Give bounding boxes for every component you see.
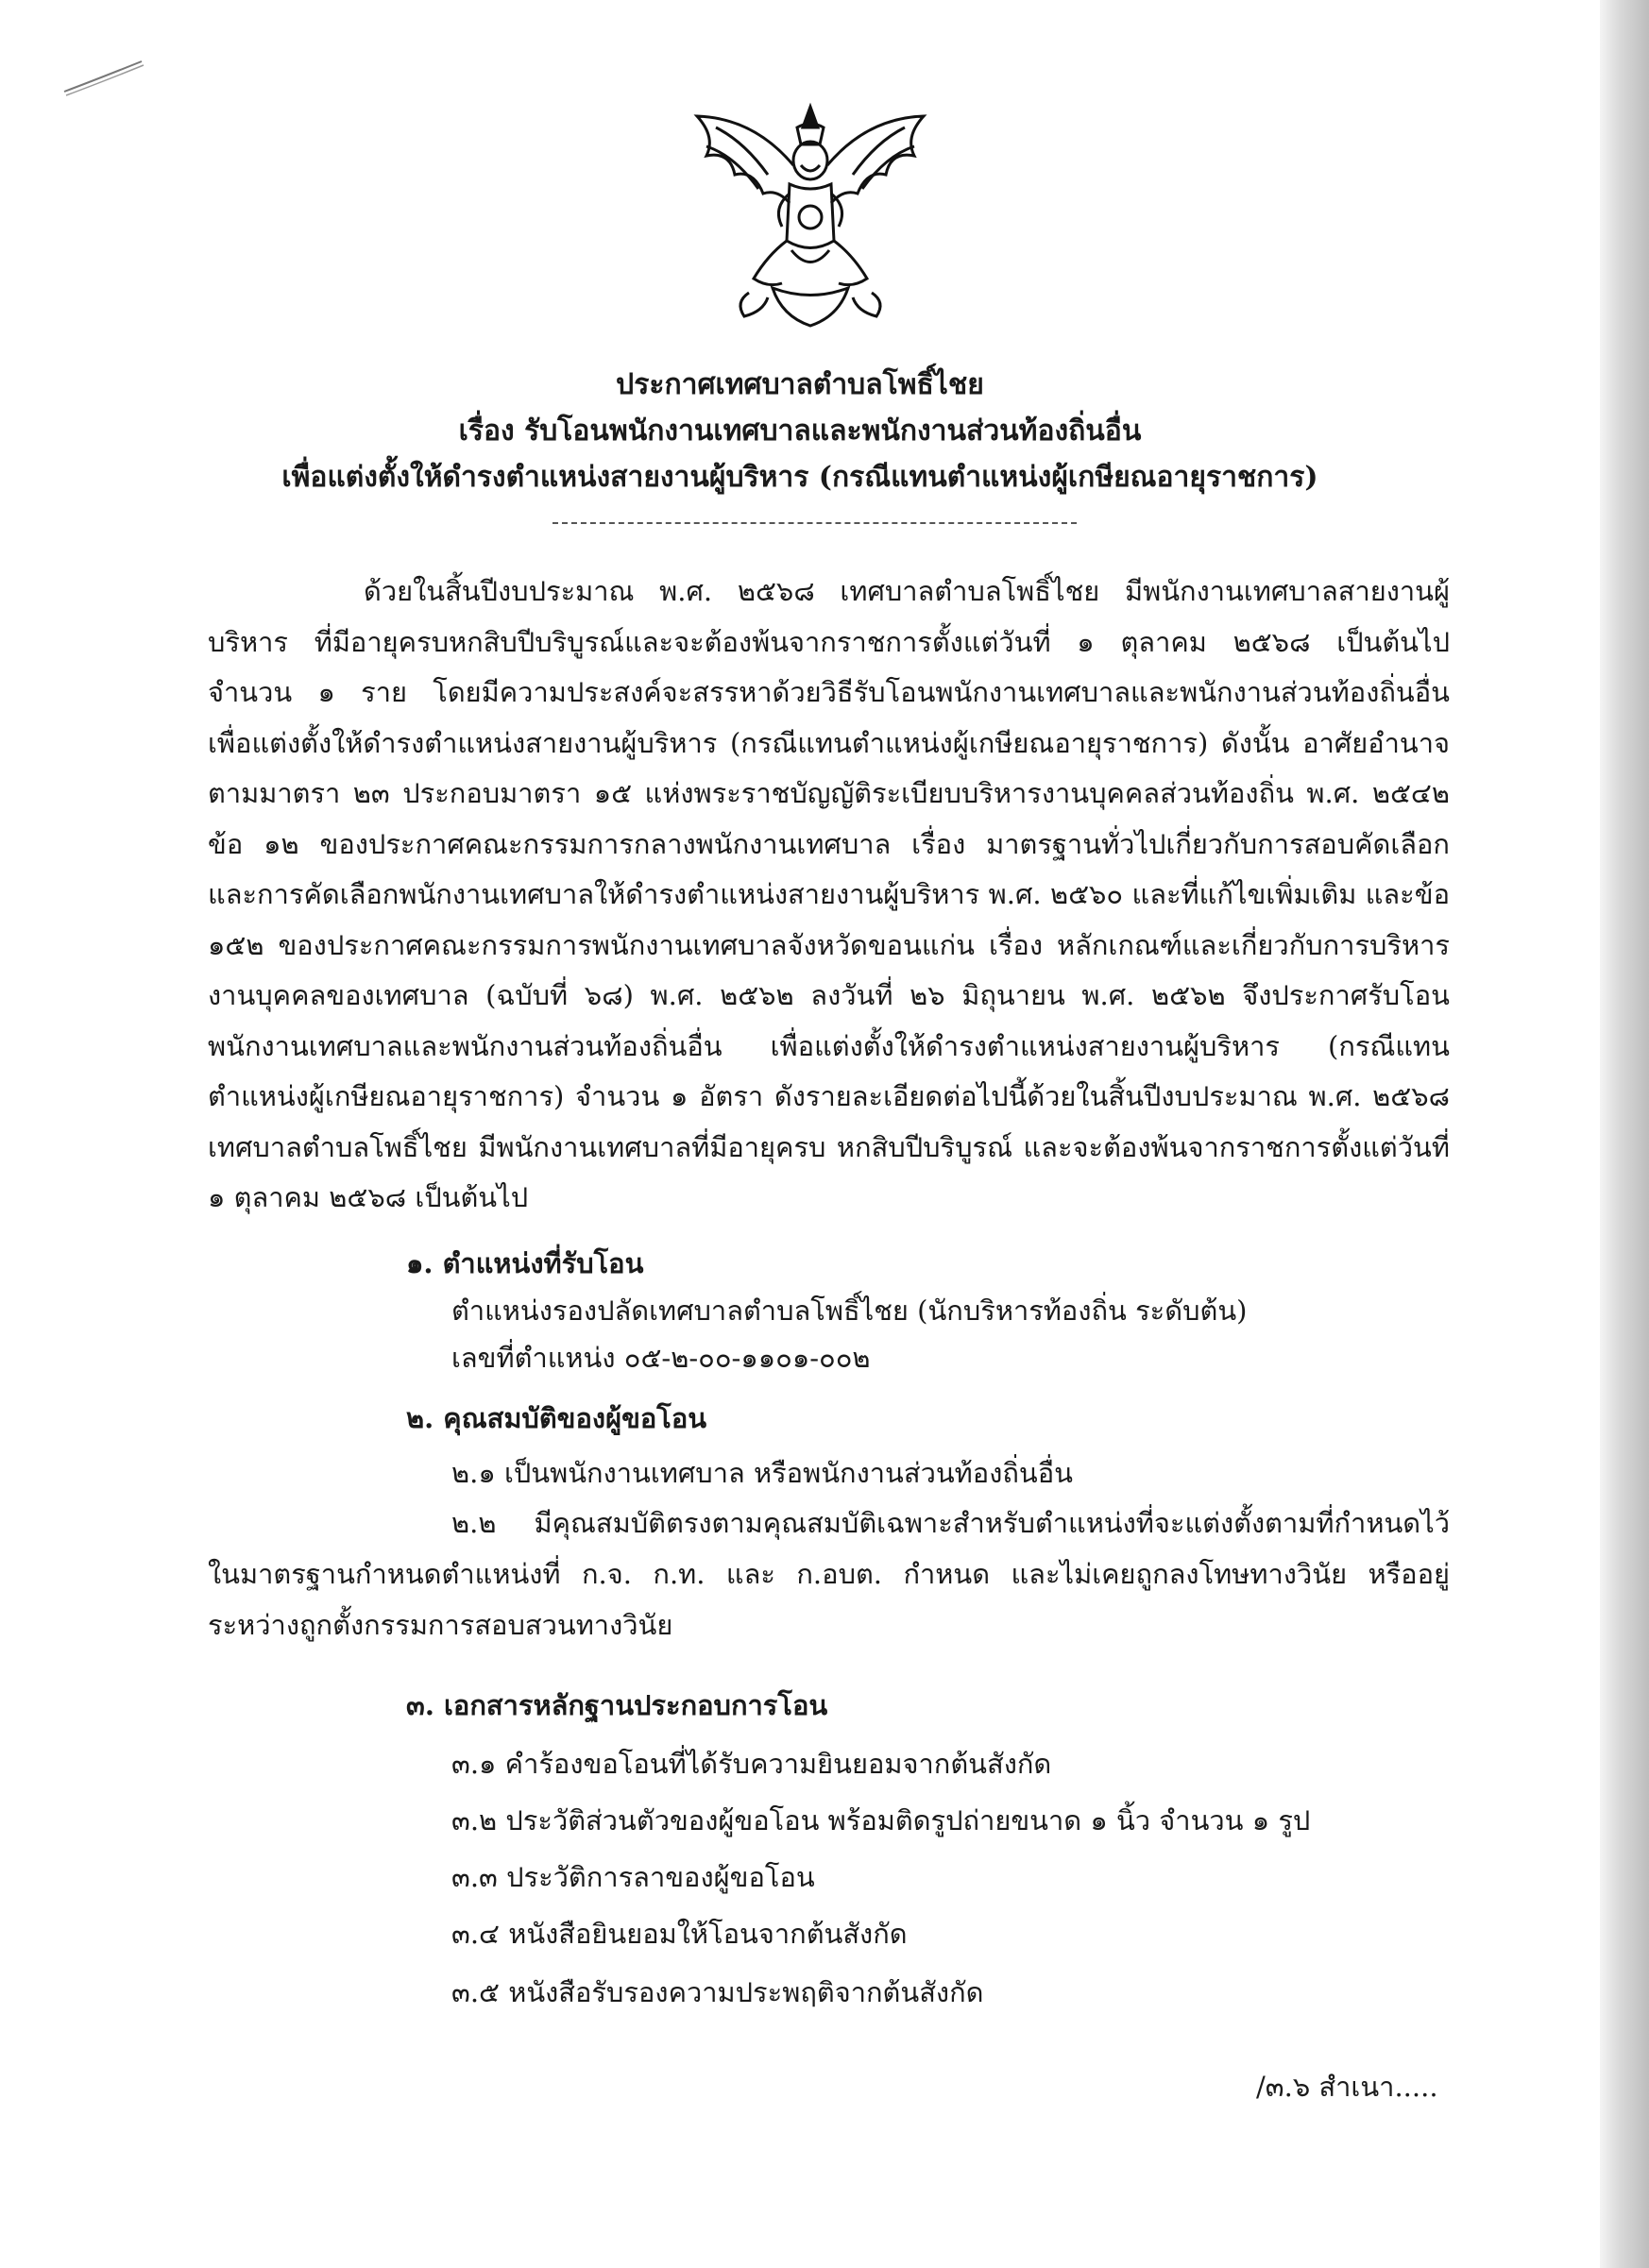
heading-divider — [552, 522, 1077, 524]
section3-item4: ๓.๔ หนังสือยินยอมให้โอนจากต้นสังกัด — [451, 1918, 908, 1950]
announcement-title: ประกาศเทศบาลตำบลโพธิ์ไชย — [616, 368, 984, 401]
announcement-purpose: เพื่อแต่งตั้งให้ดำรงตำแหน่งสายงานผู้บริหาร (กรณีแทนตำแหน่งผู้เกษียณอายุราชการ) — [281, 461, 1318, 494]
continuation-marker: /๓.๖ สำเนา..... — [1256, 2071, 1438, 2103]
section2-title: ๒. คุณสมบัติของผู้ขอโอน — [406, 1402, 707, 1434]
section1-position-number: เลขที่ตำแหน่ง ๐๕-๒-๐๐-๑๑๐๑-๐๐๒ — [451, 1342, 871, 1374]
section3-item5: ๓.๕ หนังสือรับรองความประพฤติจากต้นสังกัด — [451, 1976, 984, 2008]
section1-title: ๑. ตำแหน่งที่รับโอน — [406, 1247, 644, 1279]
section2-item1: ๒.๑ เป็นพนักงานเทศบาล หรือพนักงานส่วนท้องถิ่นอื่น — [451, 1457, 1073, 1489]
section3-item3: ๓.๓ ประวัติการลาของผู้ขอโอน — [451, 1861, 815, 1893]
section1-position: ตำแหน่งรองปลัดเทศบาลตำบลโพธิ์ไชย (นักบริหารท้องถิ่น ระดับต้น) — [451, 1295, 1248, 1327]
scan-edge — [1600, 0, 1649, 2268]
announcement-subject: เรื่อง รับโอนพนักงานเทศบาลและพนักงานส่วนท้องถิ่นอื่น — [458, 415, 1142, 448]
intro-paragraph: ด้วยในสิ้นปีงบประมาณ พ.ศ. ๒๕๖๘ เทศบาลตำบลโพธิ์ไชย มีพนักงานเทศบาลสายงานผู้บริหาร ที่มีอายุครบหกสิบปีบริบูรณ์และจะต้องพ้นจากราชการตั้งแต่วันที่ ๑ ตุลาคม ๒๕๖๘ เป็นต้นไป จำนวน ๑ ราย โดยมีความประสงค์จะสรรหาด้วยวิธีรับโอนพนักงานเทศบาลและพนักงานส่วนท้องถิ่นอื่น เพื่อแต่งตั้งให้ดำรงตำแหน่งสายงานผู้บริหาร (กรณีแทนตำแหน่งผู้เกษียณอายุราชการ) ดังนั้น อาศัยอำนาจตามมาตรา ๒๓ ประกอบมาตรา ๑๕ แห่งพระราชบัญญัติระเบียบบริหารงานบุคคลส่วนท้องถิ่น พ.ศ. ๒๕๔๒ ข้อ ๑๒ ของประกาศคณะกรรมการกลางพนักงานเทศบาล เรื่อง มาตรฐานทั่วไปเกี่ยวกับการสอบคัดเลือกและการคัดเลือกพนักงานเทศบาลให้ดำรงตำแหน่งสายงานผู้บริหาร พ.ศ. ๒๕๖๐ และที่แก้ไขเพิ่มเติม และข้อ ๑๕๒ ของประกาศคณะกรรมการพนักงานเทศบาลจังหวัดขอนแก่น เรื่อง หลักเกณฑ์และเกี่ยวกับการบริหารงานบุคคลของเทศบาล (ฉบับที่ ๖๘) พ.ศ. ๒๕๖๒ ลงวันที่ ๒๖ มิถุนายน พ.ศ. ๒๕๖๒ จึงประกาศรับโอนพนักงานเทศบาลและพนักงานส่วนท้องถิ่นอื่น เพื่อแต่งตั้งให้ดำรงตำแหน่งสายงานผู้บริหาร (กรณีแทนตำแหน่งผู้เกษียณอายุราชการ) จำนวน ๑ อัตรา ดังรายละเอียดต่อไปนี้ด้วยในสิ้นปีงบประมาณ พ.ศ. ๒๕๖๘ เทศบาลตำบลโพธิ์ไชย มีพนักงานเทศบาลที่มีอายุครบ หกสิบปีบริบูรณ์ และจะต้องพ้นจากราชการตั้งแต่วันที่ ๑ ตุลาคม ๒๕๖๘ เป็นต้นไป — [208, 575, 1450, 1213]
section3-item1: ๓.๑ คำร้องขอโอนที่ได้รับความยินยอมจากต้นสังกัด — [451, 1748, 1052, 1780]
pen-stroke-mark — [57, 52, 151, 99]
section3-title: ๓. เอกสารหลักฐานประกอบการโอน — [406, 1689, 828, 1721]
garuda-emblem-icon — [678, 99, 943, 335]
section2-item2: ๒.๒ มีคุณสมบัติตรงตามคุณสมบัติเฉพาะสำหรับตำแหน่งที่จะแต่งตั้งตามที่กำหนดไว้ในมาตรฐานกำหนดตำแหน่งที่ ก.จ. ก.ท. และ ก.อบต. กำหนด และไม่เคยถูกลงโทษทางวินัย หรืออยู่ระหว่างถูกตั้งกรรมการสอบสวนทางวินัย — [208, 1507, 1450, 1641]
section3-item2: ๓.๒ ประวัติส่วนตัวของผู้ขอโอน พร้อมติดรูปถ่ายขนาด ๑ นิ้ว จำนวน ๑ รูป — [451, 1804, 1311, 1836]
